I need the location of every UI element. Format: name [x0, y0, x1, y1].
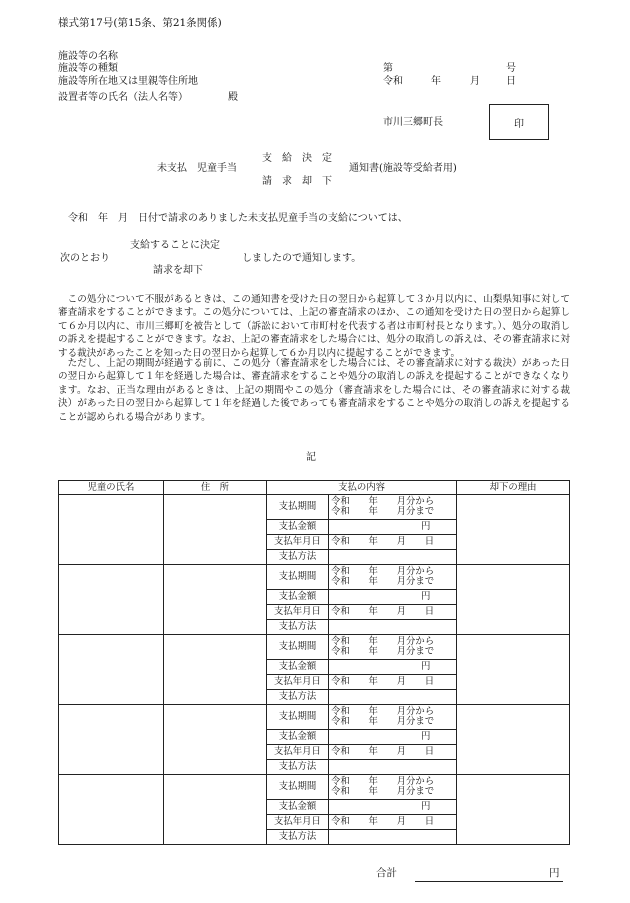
child-name-cell[interactable] — [59, 565, 164, 635]
rejection-reason-cell[interactable] — [457, 775, 570, 845]
payment-date-cell[interactable]: 令和 年 月 日 — [329, 675, 457, 690]
amount-unit: 円 — [421, 731, 431, 742]
facility-address-label: 施設等所在地又は里親等住所地 — [58, 76, 198, 87]
rejection-reason-cell[interactable] — [457, 565, 570, 635]
child-name-cell[interactable] — [59, 705, 164, 775]
title-suffix: 通知書(施設等受給者用) — [349, 163, 457, 174]
amount-cell[interactable] — [329, 800, 457, 815]
period-to: 令和 年 月分まで — [331, 576, 435, 587]
method-label: 支払方法 — [267, 550, 329, 565]
payment-method-cell[interactable] — [329, 550, 457, 565]
address-cell[interactable] — [164, 705, 267, 775]
facility-type-label: 施設等の種類 — [58, 63, 118, 74]
amount-label: 支払金額 — [267, 660, 329, 675]
amount-label: 支払金額 — [267, 590, 329, 605]
period-from: 令和 年 月分から — [331, 496, 435, 507]
method-label: 支払方法 — [267, 690, 329, 705]
doc-number-suffix: 号 — [506, 63, 516, 74]
title-option-bottom: 請 求 却 下 — [262, 176, 332, 187]
period-from: 令和 年 月分から — [331, 566, 435, 577]
decision-lead: 次のとおり — [60, 253, 110, 264]
address-cell[interactable] — [164, 495, 267, 565]
payment-method-cell[interactable] — [329, 760, 457, 775]
payment-date-cell[interactable]: 令和 年 月 日 — [329, 605, 457, 620]
date-label: 支払年月日 — [267, 535, 329, 550]
date-year: 年 — [431, 76, 441, 87]
period-label: 支払期間 — [267, 705, 329, 730]
header-payment-content: 支払の内容 — [267, 481, 457, 495]
form-label: 様式第17号(第15条、第21条関係) — [58, 17, 222, 29]
facility-name-label: 施設等の名称 — [58, 51, 118, 62]
period-label: 支払期間 — [267, 635, 329, 660]
amount-label: 支払金額 — [267, 520, 329, 535]
title-option-top: 支 給 決 定 — [262, 153, 332, 164]
seal-mark: 印 — [514, 118, 524, 130]
address-cell[interactable] — [164, 635, 267, 705]
rejection-reason-cell[interactable] — [457, 705, 570, 775]
amount-cell[interactable] — [329, 660, 457, 675]
date-month: 月 — [470, 76, 480, 87]
date-label: 支払年月日 — [267, 605, 329, 620]
child-name-cell[interactable] — [59, 635, 164, 705]
date-label: 支払年月日 — [267, 675, 329, 690]
period-label: 支払期間 — [267, 775, 329, 800]
date-day: 日 — [506, 76, 516, 87]
decision-option-top: 支給することに決定 — [130, 240, 220, 251]
honorific: 殿 — [228, 92, 238, 103]
address-cell[interactable] — [164, 775, 267, 845]
decision-option-bottom: 請求を却下 — [153, 265, 203, 276]
amount-unit: 円 — [421, 521, 431, 532]
amount-label: 支払金額 — [267, 800, 329, 815]
period-to: 令和 年 月分まで — [331, 716, 435, 727]
period-to: 令和 年 月分まで — [331, 506, 435, 517]
amount-cell[interactable] — [329, 590, 457, 605]
table-row — [59, 565, 570, 590]
payment-method-cell[interactable] — [329, 830, 457, 845]
period-cell[interactable] — [329, 775, 457, 800]
total-label: 合計 — [376, 867, 397, 879]
title-prefix: 未支払 児童手当 — [157, 163, 237, 174]
table-row — [59, 495, 570, 520]
amount-unit: 円 — [421, 591, 431, 602]
notice-paragraph: この処分について不服があるときは、この通知書を受けた日の翌日から起算して３か月以内に、山梨県知事に対して審査請求をすることができます。この処分については、上記の審査請求のほか、この通知を受けた日の翌日から起算して６か月以内に、市川三郷町を被告として（訴訟において市町村を代表する者は市町村長となります。）、処分の取消しの訴えを提起することができます。なお、上記の審査請求をした場合には、処分の取消しの訴えは、その審査請求に対する裁決があったことを知った日の翌日から起算して６か月以内に提起することができます。 — [58, 294, 570, 359]
payment-table — [58, 480, 570, 845]
period-from: 令和 年 月分から — [331, 776, 435, 787]
date-label: 支払年月日 — [267, 815, 329, 830]
payment-method-cell[interactable] — [329, 620, 457, 635]
period-from: 令和 年 月分から — [331, 706, 435, 717]
period-to: 令和 年 月分まで — [331, 786, 435, 797]
period-to: 令和 年 月分まで — [331, 646, 435, 657]
opening-sentence: 令和 年 月 日付で請求のありました未支払児童手当の支給については、 — [68, 213, 408, 224]
date-label: 支払年月日 — [267, 745, 329, 760]
ki-marker: 記 — [306, 452, 316, 463]
table-row — [59, 775, 570, 800]
payment-date-cell[interactable]: 令和 年 月 日 — [329, 815, 457, 830]
founder-label: 設置者等の氏名（法人名等） — [58, 92, 188, 103]
address-cell[interactable] — [164, 565, 267, 635]
period-cell[interactable] — [329, 705, 457, 730]
child-name-cell[interactable] — [59, 495, 164, 565]
period-cell[interactable] — [329, 565, 457, 590]
issuer-name: 市川三郷町長 — [383, 117, 443, 128]
method-label: 支払方法 — [267, 830, 329, 845]
doc-number-prefix: 第 — [383, 63, 393, 74]
child-name-cell[interactable] — [59, 775, 164, 845]
method-label: 支払方法 — [267, 620, 329, 635]
total-unit: 円 — [549, 867, 560, 879]
amount-unit: 円 — [421, 661, 431, 672]
total-amount-line — [415, 881, 563, 882]
period-label: 支払期間 — [267, 495, 329, 520]
period-from: 令和 年 月分から — [331, 636, 435, 647]
table-header-row — [59, 481, 570, 495]
period-cell[interactable] — [329, 495, 457, 520]
header-rejection-reason: 却下の理由 — [457, 481, 570, 495]
rejection-reason-cell[interactable] — [457, 495, 570, 565]
payment-date-cell[interactable]: 令和 年 月 日 — [329, 535, 457, 550]
seal-box — [489, 104, 549, 140]
table-row — [59, 635, 570, 660]
header-child-name: 児童の氏名 — [59, 481, 164, 495]
decision-tail: しましたので通知します。 — [242, 253, 362, 264]
amount-unit: 円 — [421, 801, 431, 812]
period-cell[interactable] — [329, 635, 457, 660]
payment-method-cell[interactable] — [329, 690, 457, 705]
table-row — [59, 705, 570, 730]
date-era: 令和 — [383, 76, 403, 87]
amount-cell[interactable] — [329, 730, 457, 745]
period-label: 支払期間 — [267, 565, 329, 590]
payment-date-cell[interactable]: 令和 年 月 日 — [329, 745, 457, 760]
amount-cell[interactable] — [329, 520, 457, 535]
amount-label: 支払金額 — [267, 730, 329, 745]
method-label: 支払方法 — [267, 760, 329, 775]
header-address: 住 所 — [164, 481, 267, 495]
rejection-reason-cell[interactable] — [457, 635, 570, 705]
notice-paragraph: ただし、上記の期間が経過する前に、この処分（審査請求をした場合には、その審査請求に対する裁決）があった日の翌日から起算して１年を経過した場合は、審査請求をすることや処分の取消しの訴えを提起することができなくなります。なお、正当な理由があるときは、上記の期間やこの処分（審査請求をした場合には、その審査請求に対する裁決）があった日の翌日から起算して１年を経過した後であっても審査請求をすることや処分の取消しの訴えを提起することが認められる場合があります。 — [58, 358, 570, 423]
